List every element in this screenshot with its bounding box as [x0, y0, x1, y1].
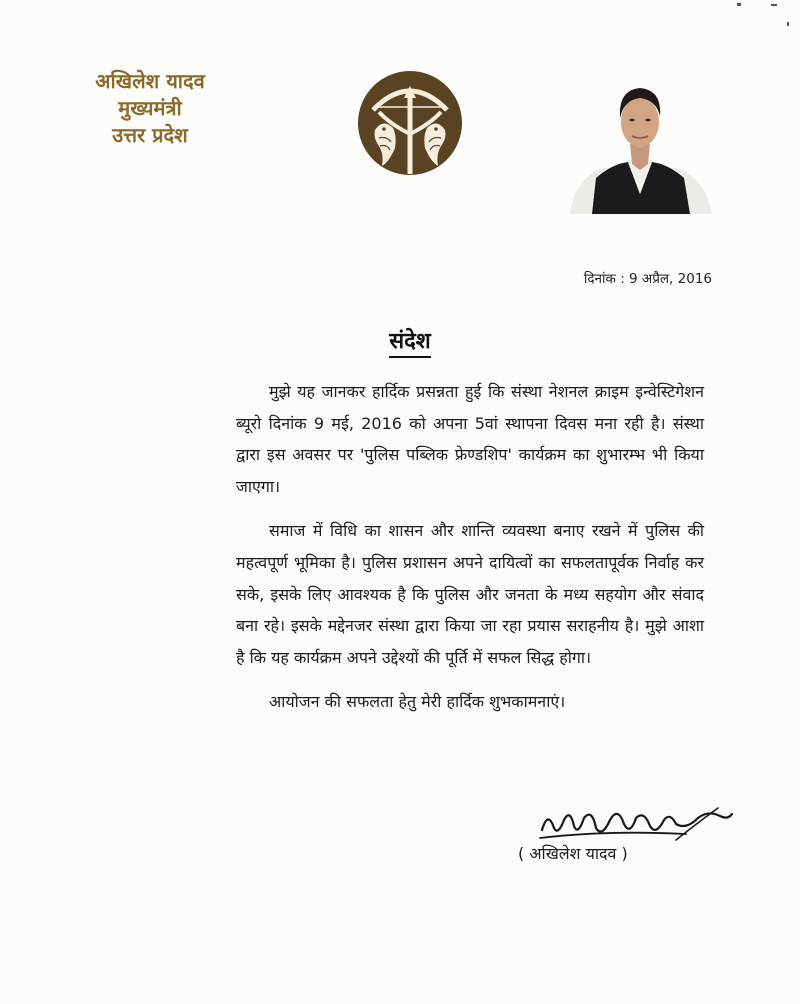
letter-body: [236, 376, 704, 731]
date-line: दिनांक : 9 अप्रैल, 2016: [583, 271, 712, 287]
sender-designation: मुख्यमंत्री: [118, 96, 182, 120]
body-paragraph: समाज में विधि का शासन और शान्ति व्यवस्था बनाए रखने में पुलिस की महत्वपूर्ण भूमिका है। पुलिस प्रशासन अपने दायित्वों का सफलतापूर्वक निर्वाह कर सके, इसके लिए आवश्यक है कि पुलिस और जनता के मध्य सहयोग और संवाद बना रहे। इसके मद्देनजर संस्था द्वारा किया जा रहा प्रयास सराहनीय है। मुझे आशा है कि यह कार्यक्रम अपने उद्देश्यों की पूर्ति में सफल सिद्ध होगा।: [236, 521, 704, 667]
sender-name: अखिलेश यादव: [95, 69, 205, 93]
body-paragraph: मुझे यह जानकर हार्दिक प्रसन्नता हुई कि संस्था नेशनल क्राइम इन्वेस्टिगेशन ब्यूरो दिनांक 9 मई, 2016 को अपना 5वां स्थापना दिवस मना रही है। संस्था द्वारा इस अवसर पर 'पुलिस पब्लिक फ्रेण्डशिप' कार्यक्रम का शुभारम्भ भी किया जाएगा।: [236, 382, 704, 496]
scan-artifact: [771, 4, 777, 6]
portrait-photo: [566, 78, 714, 214]
subject-text: संदेश: [389, 329, 431, 358]
body-paragraph: आयोजन की सफलता हेतु मेरी हार्दिक शुभकामनाएं।: [269, 692, 566, 712]
scan-artifact: [787, 22, 789, 26]
sender-header: [70, 68, 230, 149]
up-state-emblem-icon: [357, 70, 463, 176]
signatory-name: ( अखिलेश यादव ): [518, 844, 628, 863]
scan-artifact: [737, 3, 741, 6]
handwritten-signature: [536, 800, 736, 848]
letter-subject: [0, 325, 800, 355]
sender-state: उत्तर प्रदेश: [112, 123, 188, 147]
